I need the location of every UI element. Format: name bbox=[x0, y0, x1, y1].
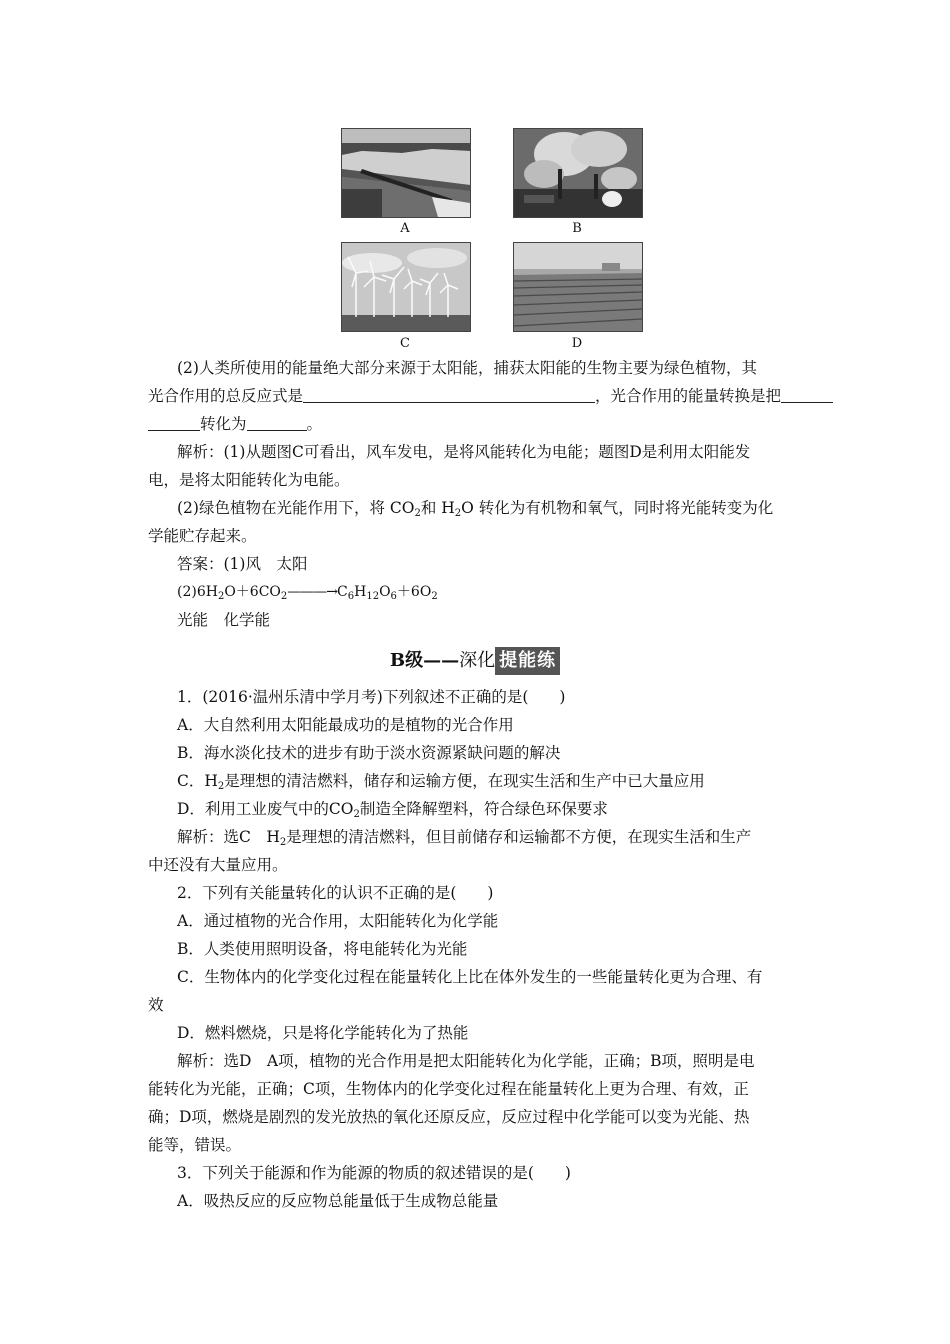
q2-line-3 bbox=[148, 413, 322, 435]
reaction-arrow-icon: ———→ bbox=[287, 584, 338, 600]
q3-stem: 3．下列关于能源和作为能源的物质的叙述错误的是( ) bbox=[177, 1164, 571, 1182]
section-header-b-level bbox=[0, 647, 950, 675]
analysis-1-line-2: 电，是将太阳能转化为电能。 bbox=[148, 471, 350, 489]
q2b-analysis-line-4: 能等，错误。 bbox=[148, 1136, 242, 1154]
analysis-1-line-3: (2)绿色植物在光能作用下，将 $CO_2$和 $H_2O$ 转化为有机物和氧气，同时将光能转变为化 bbox=[177, 499, 774, 519]
answer-blank-equation[interactable] bbox=[303, 387, 595, 403]
q1-analysis-line-1: 解析：选C $H_2$是理想的清洁燃料，但目前储存和运输都不方便，在现实生活和生产 bbox=[177, 828, 752, 848]
figure-label-b: B bbox=[572, 221, 582, 236]
photo-thermal-power-plant bbox=[513, 128, 643, 218]
figure-label-d: D bbox=[571, 336, 583, 351]
q3-option-a: A．吸热反应的反应物总能量低于生成物总能量 bbox=[177, 1192, 499, 1210]
q2-line-1: (2)人类所使用的能量绝大部分来源于太阳能，捕获太阳能的生物主要为绿色植物，其 bbox=[177, 359, 757, 377]
q1-option-d: D．利用工业废气中的$CO_2$制造全降解塑料，符合绿色环保要求 bbox=[177, 800, 608, 820]
q1-analysis-line-2: 中还没有大量应用。 bbox=[148, 856, 288, 874]
q1-option-a: A．大自然利用太阳能最成功的是植物的光合作用 bbox=[177, 716, 514, 734]
q2b-stem: 2．下列有关能量转化的认识不正确的是( ) bbox=[177, 884, 494, 902]
photo-hydroelectric-dam bbox=[341, 128, 471, 218]
answer-blank-energy-to[interactable] bbox=[247, 415, 307, 431]
q2b-option-c-line-1: C．生物体内的化学变化过程在能量转化上比在体外发生的一些能量转化更为合理、有 bbox=[177, 968, 763, 986]
q2-line-2-text: 光合作用的总反应式是 bbox=[148, 387, 304, 405]
q2-line-2 bbox=[148, 385, 833, 407]
q2b-option-b: B．人类使用照明设备，将电能转化为光能 bbox=[177, 940, 468, 958]
answer-equation: $(2)6H_2O+6CO_2———\to C_6H_{12}O_6+6O_2$ bbox=[177, 584, 438, 602]
figure-label-c: C bbox=[400, 336, 410, 351]
photo-wind-turbines bbox=[341, 242, 471, 332]
q2b-option-d: D．燃料燃烧，只是将化学能转化为了热能 bbox=[177, 1024, 469, 1042]
answer-blank-energy-from-b[interactable] bbox=[148, 415, 200, 431]
q2b-analysis-line-3: 确；D项，燃烧是剧烈的发光放热的氧化还原反应，反应过程中化学能可以变为光能、热 bbox=[148, 1108, 750, 1126]
q2b-option-c-line-2: 效 bbox=[148, 996, 164, 1014]
q1-stem: 1．(2016·温州乐清中学月考)下列叙述不正确的是( ) bbox=[177, 688, 566, 706]
q2-line-3-mid: 转化为 bbox=[200, 415, 247, 433]
answer-line-3: 光能 化学能 bbox=[177, 611, 271, 629]
q2-line-2-mid: ，光合作用的能量转换是把 bbox=[595, 387, 782, 405]
analysis-1-line-4: 学能贮存起来。 bbox=[148, 527, 257, 545]
answer-line-1: 答案：(1)风 太阳 bbox=[177, 555, 308, 573]
section-deepen: 深化 bbox=[459, 650, 496, 671]
q1-option-c: C．$H_2$是理想的清洁燃料，储存和运输方便，在现实生活和生产中已大量应用 bbox=[177, 772, 705, 792]
section-boxed-title: 提能练 bbox=[495, 647, 560, 675]
figure-label-a: A bbox=[400, 221, 410, 236]
section-dash: —— bbox=[423, 650, 460, 671]
q1-option-b: B．海水淡化技术的进步有助于淡水资源紧缺问题的解决 bbox=[177, 744, 561, 762]
answer-blank-energy-from-a[interactable] bbox=[781, 387, 833, 403]
q2b-analysis-line-2: 能转化为光能，正确；C项，生物体内的化学变化过程在能量转化上更为合理、有效，正 bbox=[148, 1080, 749, 1098]
section-level: B级 bbox=[389, 650, 424, 671]
q2b-option-a: A．通过植物的光合作用，太阳能转化为化学能 bbox=[177, 912, 499, 930]
q2b-analysis-line-1: 解析：选D A项，植物的光合作用是把太阳能转化为化学能，正确；B项，照明是电 bbox=[177, 1052, 755, 1070]
photo-solar-farm bbox=[513, 242, 643, 332]
analysis-1-line-1: 解析：(1)从题图C可看出，风车发电，是将风能转化为电能；题图D是利用太阳能发 bbox=[177, 443, 751, 461]
q2-line-3-end: 。 bbox=[306, 415, 323, 433]
